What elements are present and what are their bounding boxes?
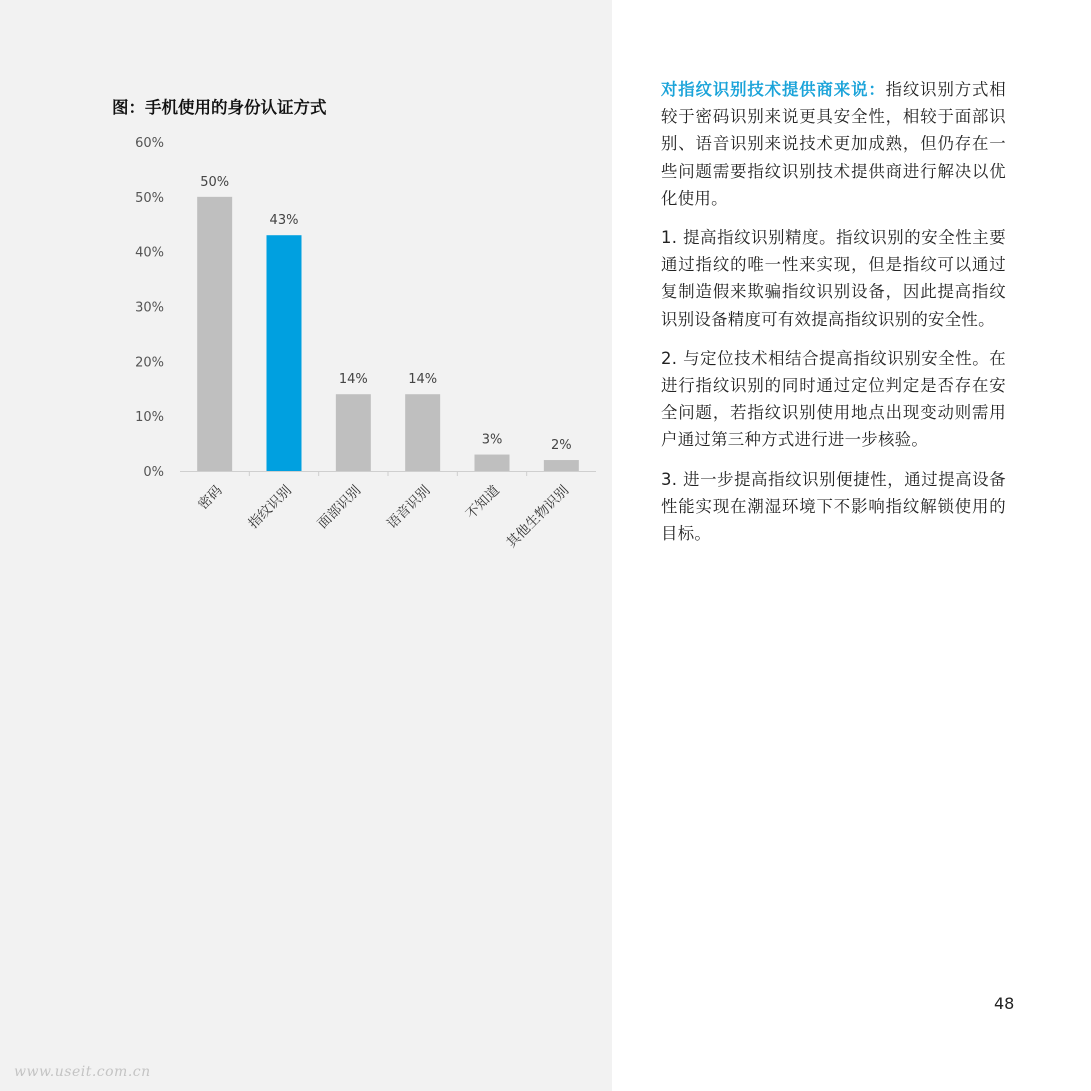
data-label: 2% [551, 438, 572, 454]
y-tick-label: 60% [135, 136, 164, 151]
category-label: 语音识别 [383, 482, 434, 533]
category-label: 指纹识别 [245, 482, 295, 533]
data-label: 43% [269, 213, 299, 229]
y-tick-label: 20% [135, 355, 164, 371]
y-tick-label: 0% [143, 465, 164, 480]
bar-3 [336, 394, 371, 471]
y-tick-label: 10% [135, 410, 164, 426]
data-label: 3% [481, 432, 503, 448]
watermark: www.useit.com.cn [14, 1064, 151, 1080]
category-label: 密码 [195, 482, 226, 513]
data-label: 50% [200, 174, 230, 190]
chart-title: 图：手机使用的身份认证方式 [112, 98, 327, 117]
point-1: 1. 提高指纹识别精度。指纹识别的安全性主要通过指纹的唯一性来实现，但是指纹可以通过复制造假来欺骗指纹识别设备，因此提高指纹识别设备精度可有效提高指纹识别的安全性。 [661, 228, 1006, 329]
data-label: 14% [338, 372, 368, 388]
article-text [661, 76, 1006, 559]
intro-paragraph [661, 76, 1006, 212]
bar-1 [197, 197, 232, 471]
page-number: 48 [994, 994, 1015, 1013]
bar-4 [405, 394, 440, 471]
intro-lead: 对指纹识别技术提供商来说： [661, 80, 886, 99]
bar-6 [544, 460, 579, 471]
category-label: 其他生物识别 [503, 482, 573, 552]
point-3: 3. 进一步提高指纹识别便捷性，通过提高设备性能实现在潮湿环境下不影响指纹解锁使用的目标。 [661, 469, 1006, 544]
bar-5 [475, 455, 510, 471]
y-tick-label: 30% [135, 300, 164, 316]
data-label: 14% [408, 372, 438, 388]
intro-body: 指纹识别方式相较于密码识别来说更具安全性，相较于面部识别、语音识别来说技术更加成熟，但仍存在一些问题需要指纹识别技术提供商进行解决以优化使用。 [661, 80, 1006, 208]
point-2: 2. 与定位技术相结合提高指纹识别安全性。在进行指纹识别的同时通过定位判定是否存在安全问题，若指纹识别使用地点出现变动则需用户通过第三种方式进行进一步核验。 [661, 348, 1006, 450]
bar-chart [0, 0, 612, 620]
y-tick-label: 40% [135, 245, 164, 261]
y-tick-label: 50% [135, 190, 164, 206]
category-label: 面部识别 [314, 482, 365, 533]
category-label: 不知道 [462, 482, 503, 523]
bar-2 [267, 235, 302, 471]
